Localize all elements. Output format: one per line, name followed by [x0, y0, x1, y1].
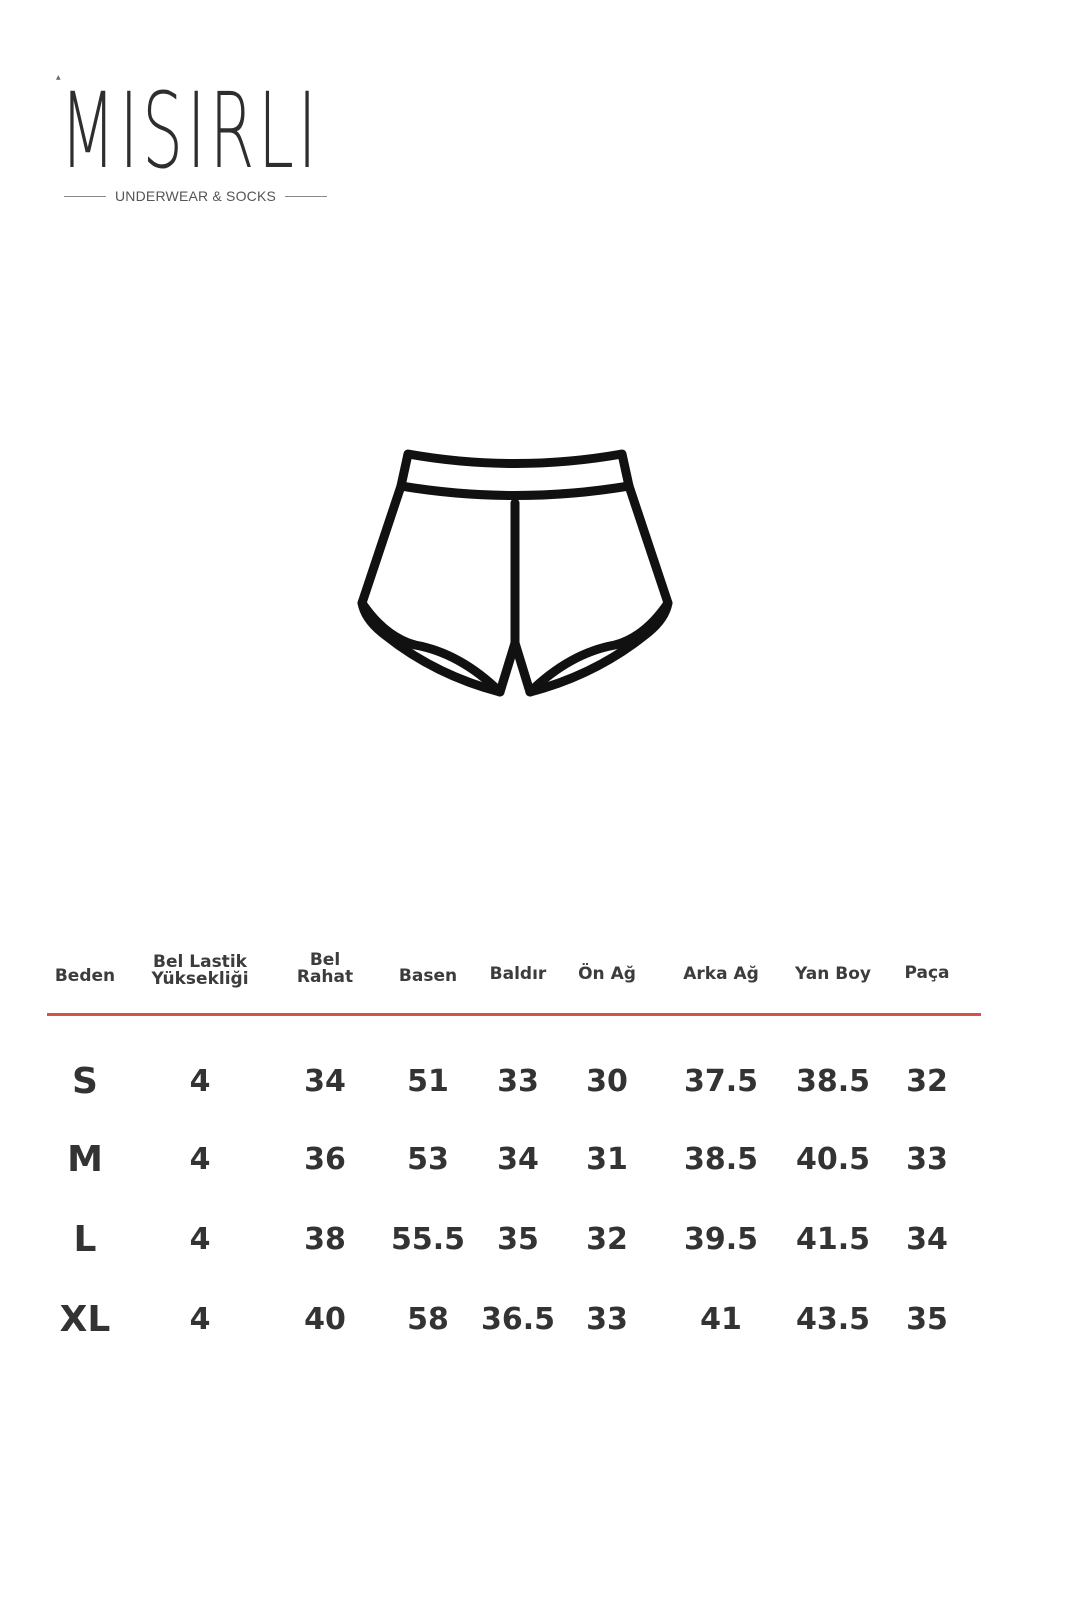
column-header-line: Ön Ağ: [578, 964, 636, 984]
table-cell: 36: [304, 1142, 346, 1177]
table-cell: 33: [906, 1142, 948, 1177]
column-header-line: Basen: [398, 966, 458, 986]
table-cell: 38: [304, 1222, 346, 1257]
column-header: [399, 968, 457, 985]
column-header-line: Arka Ağ: [683, 964, 759, 984]
size-label: S: [72, 1061, 98, 1102]
table-cell: 4: [189, 1142, 211, 1177]
table-cell: 4: [189, 1064, 211, 1099]
table-cell: 4: [189, 1222, 211, 1257]
table-cell: 41: [700, 1302, 742, 1337]
column-header: [151, 954, 248, 988]
tagline-rule-left: [64, 196, 106, 197]
size-label: L: [73, 1219, 97, 1260]
column-header: [490, 966, 547, 983]
table-cell: 34: [497, 1142, 539, 1177]
column-header: [578, 966, 636, 983]
table-cell: 36.5: [480, 1302, 556, 1337]
shorts-outline-icon: [355, 445, 675, 705]
table-cell: 33: [497, 1064, 539, 1099]
column-header: [683, 966, 759, 983]
table-cell: 51: [407, 1064, 449, 1099]
table-cell: 32: [906, 1064, 948, 1099]
size-label: XL: [59, 1299, 111, 1340]
table-cell: 38.5: [795, 1064, 871, 1099]
table-cell: 39.5: [683, 1222, 759, 1257]
table-cell: 38.5: [683, 1142, 759, 1177]
column-header-line: Yüksekliği: [151, 969, 249, 989]
table-divider: [47, 1013, 981, 1016]
column-header-line: Beden: [54, 966, 116, 986]
table-cell: 40: [304, 1302, 346, 1337]
table-cell: 43.5: [795, 1302, 871, 1337]
table-cell: 33: [586, 1302, 628, 1337]
table-cell: 31: [586, 1142, 628, 1177]
brand-logo: [60, 70, 340, 206]
column-header: [904, 965, 949, 982]
tagline-rule-right: [285, 196, 327, 197]
logo-mark: ▲: [56, 74, 61, 81]
table-cell: 35: [497, 1222, 539, 1257]
table-cell: 37.5: [683, 1064, 759, 1099]
table-cell: 55.5: [390, 1222, 466, 1257]
column-header-line: Baldır: [489, 964, 547, 984]
column-header-line: Rahat: [296, 967, 354, 987]
table-cell: 35: [906, 1302, 948, 1337]
brand-tagline: UNDERWEAR & SOCKS: [115, 188, 277, 204]
column-header-line: Yan Boy: [795, 964, 871, 984]
table-cell: 53: [407, 1142, 449, 1177]
column-header: [297, 952, 353, 986]
brand-tagline-row: [64, 188, 334, 204]
table-cell: 58: [407, 1302, 449, 1337]
table-cell: 4: [189, 1302, 211, 1337]
column-header-line: Bel Lastik: [153, 952, 247, 972]
brand-name: MISIRLI: [60, 70, 321, 192]
table-cell: 40.5: [795, 1142, 871, 1177]
table-cell: 41.5: [795, 1222, 871, 1257]
column-header: [795, 966, 871, 983]
table-cell: 32: [586, 1222, 628, 1257]
column-header-line: Paça: [904, 963, 950, 983]
table-cell: 34: [304, 1064, 346, 1099]
column-header: [55, 968, 115, 985]
column-header-line: Bel: [309, 950, 341, 970]
table-cell: 34: [906, 1222, 948, 1257]
size-label: M: [67, 1139, 103, 1180]
table-cell: 30: [586, 1064, 628, 1099]
